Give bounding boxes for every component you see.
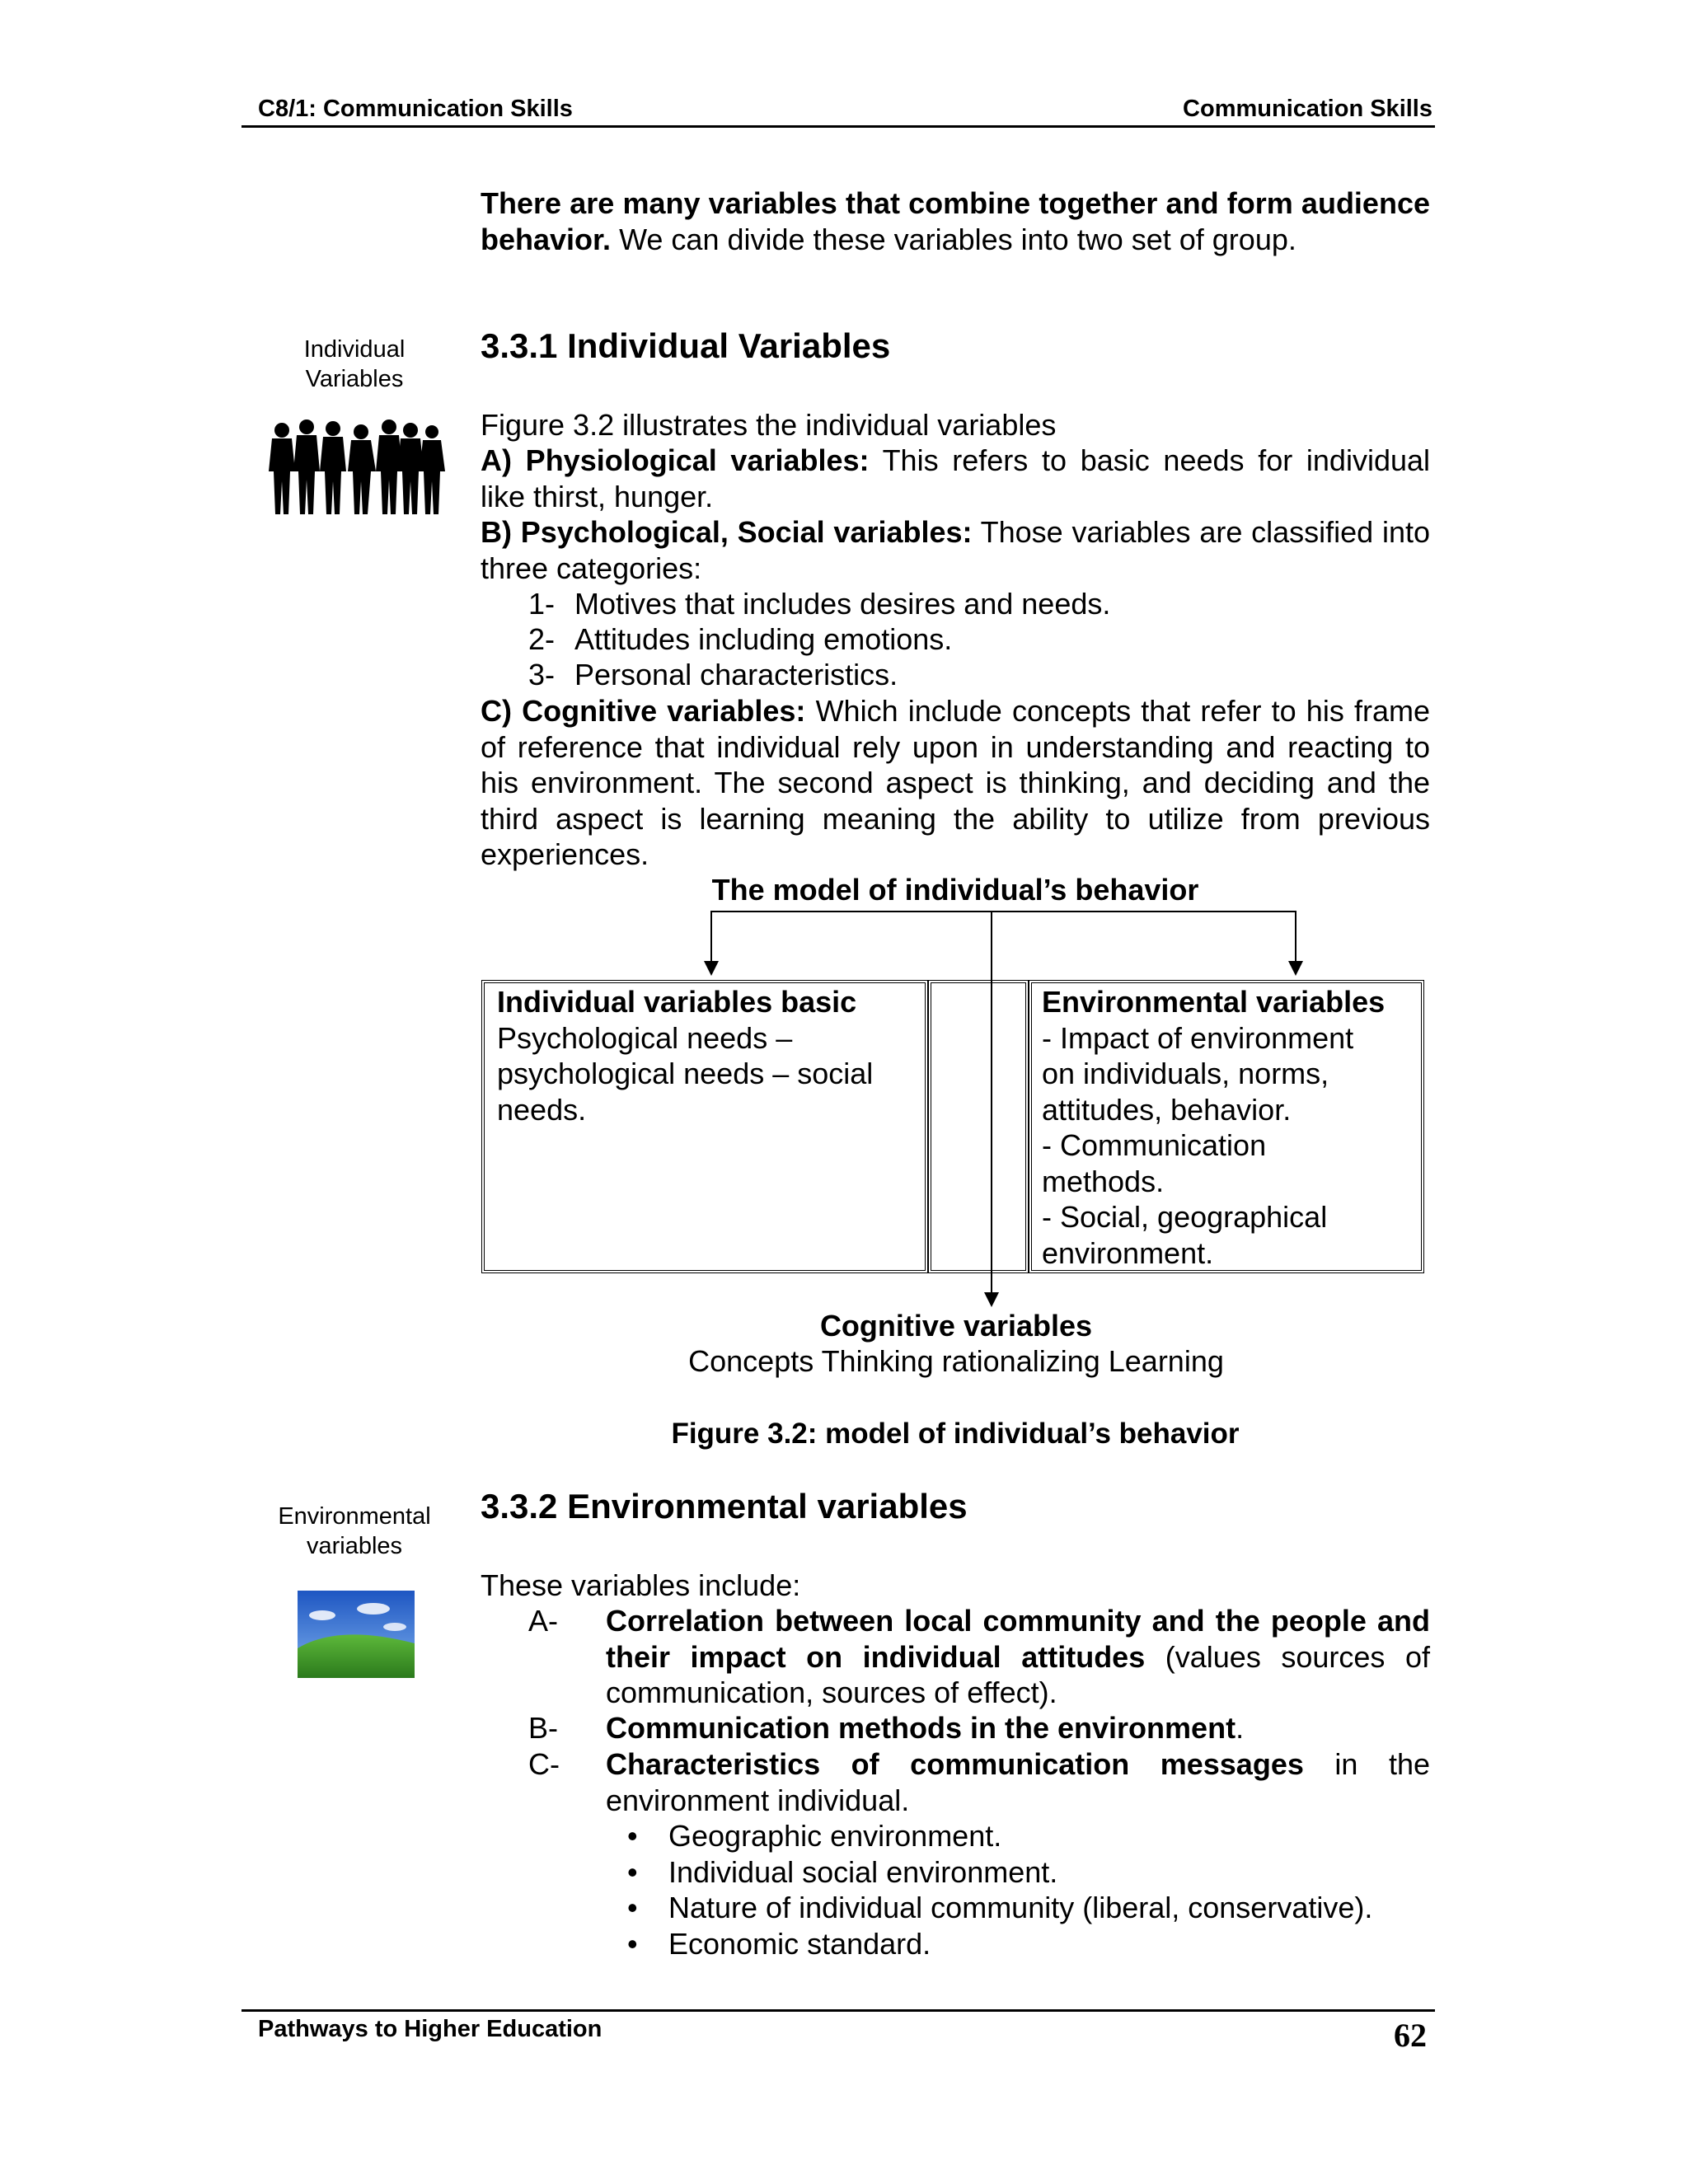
margin-label-individual: [272, 335, 437, 394]
margin-label-individual-line2: Variables: [305, 366, 404, 392]
margin-label-environmental-line2: variables: [306, 1533, 403, 1559]
cognitive-text: Which include concepts that refer to his frame of reference that individual rely upon in understanding and reacting to his environment. The second aspect is thinking, and deciding and the third aspect is learning meaning the ability to utilize from previous experiences.: [481, 694, 1430, 871]
box-center-empty: [928, 980, 1029, 1273]
running-header-right: Communication Skills: [1183, 96, 1432, 122]
environmental-item-b-bold: Communication methods in the environment: [606, 1711, 1236, 1745]
bullet-icon: •: [627, 1927, 638, 1961]
figure-title: The model of individual’s behavior: [711, 873, 1199, 907]
environmental-item-c-bold: Characteristics of communication messages: [606, 1747, 1304, 1781]
right-box-line: - Communication: [1042, 1128, 1267, 1162]
list-letter: A-: [528, 1604, 558, 1638]
environmental-item-b: [606, 1710, 1430, 1746]
environmental-intro: These variables include:: [481, 1568, 801, 1602]
bullet-icon: •: [627, 1819, 638, 1853]
environmental-item-a: [606, 1603, 1430, 1711]
arrow-down-icon: [1288, 961, 1303, 976]
page-number: 62: [1394, 2017, 1427, 2054]
bullet-item: Nature of individual community (liberal, conservative).: [668, 1891, 1373, 1924]
margin-label-individual-line1: Individual: [303, 336, 406, 363]
list-letter: B-: [528, 1711, 558, 1745]
environmental-item-c-rest: in the environment individual.: [606, 1747, 1430, 1817]
psychological-label: B) Psychological, Social variables:: [481, 515, 973, 549]
right-box-line: attitudes, behavior.: [1042, 1092, 1292, 1127]
list-letter: C-: [528, 1747, 560, 1781]
arrow-down-icon: [704, 961, 719, 976]
environmental-item-c: [606, 1746, 1430, 1818]
list-item: Motives that includes desires and needs.: [574, 587, 1111, 621]
figure-reference-text: Figure 3.2 illustrates the individual variables: [481, 408, 1057, 442]
right-box-title: Environmental variables: [1042, 985, 1386, 1019]
landscape-image-icon: [298, 1591, 415, 1678]
cognitive-paragraph: [481, 693, 1430, 873]
psychological-paragraph: [481, 514, 1430, 586]
section-heading-environmental: 3.3.2 Environmental variables: [481, 1487, 968, 1526]
right-box-line: methods.: [1042, 1164, 1165, 1198]
bullet-item: Economic standard.: [668, 1927, 931, 1961]
list-item-number: 2-: [528, 622, 556, 656]
bullet-icon: •: [627, 1891, 638, 1924]
list-item: Attitudes including emotions.: [574, 622, 953, 656]
footer-publication: Pathways to Higher Education: [258, 2016, 603, 2042]
bullet-item: Individual social environment.: [668, 1855, 1058, 1889]
left-box-text: Psychological needs – psychological needs – social needs.: [497, 1020, 874, 1127]
right-box-line: - Social, geographical: [1042, 1200, 1328, 1234]
physiological-paragraph: [481, 443, 1430, 514]
figure-connector-right: [1295, 911, 1296, 963]
header-rule: [241, 125, 1435, 128]
physiological-label: A) Physiological variables:: [481, 443, 870, 477]
intro-bold: There are many variables that combine together and form audience behavior.: [481, 186, 1430, 256]
environmental-item-b-rest: .: [1236, 1711, 1245, 1745]
cognitive-variables-text: Concepts Thinking rationalizing Learning: [688, 1344, 1224, 1378]
right-box-line: - Impact of environment: [1042, 1020, 1354, 1055]
figure-caption: Figure 3.2: model of individual’s behavior: [671, 1418, 1240, 1450]
right-box-line: environment.: [1042, 1235, 1214, 1270]
intro-rest: We can divide these variables into two set of group.: [611, 222, 1296, 256]
left-box-content: [497, 984, 909, 1127]
arrow-down-icon: [984, 1292, 999, 1307]
cognitive-variables-title: Cognitive variables: [819, 1309, 1093, 1343]
right-box-content: [1042, 984, 1421, 1271]
physiological-text: This refers to basic needs for individual like thirst, hunger.: [481, 443, 1430, 513]
environmental-item-a-bold: Correlation between local community and the people and their impact on individual attitudes: [606, 1604, 1430, 1674]
bullet-item: Geographic environment.: [668, 1819, 1002, 1853]
intro-paragraph: [481, 185, 1430, 257]
list-item-number: 1-: [528, 587, 556, 621]
list-item-number: 3-: [528, 658, 556, 691]
figure-connector-horizontal: [710, 911, 1296, 912]
margin-label-environmental: [256, 1502, 453, 1561]
margin-label-environmental-line1: Environmental: [278, 1503, 431, 1530]
environmental-item-a-rest: (values sources of communication, sources of effect).: [606, 1639, 1430, 1709]
psychological-text: Those variables are classified into three categories:: [481, 515, 1430, 585]
right-box-line: on individuals, norms,: [1042, 1057, 1329, 1090]
running-header-left: C8/1: Communication Skills: [258, 96, 573, 122]
people-silhouettes-icon: [265, 419, 447, 516]
figure-connector-left: [710, 911, 712, 963]
cognitive-label: C) Cognitive variables:: [481, 694, 806, 728]
section-heading-individual: 3.3.1 Individual Variables: [481, 326, 891, 365]
list-item: Personal characteristics.: [574, 658, 898, 691]
left-box-title: Individual variables basic: [497, 985, 857, 1019]
bullet-icon: •: [627, 1855, 638, 1889]
footer-rule: [241, 2009, 1435, 2012]
